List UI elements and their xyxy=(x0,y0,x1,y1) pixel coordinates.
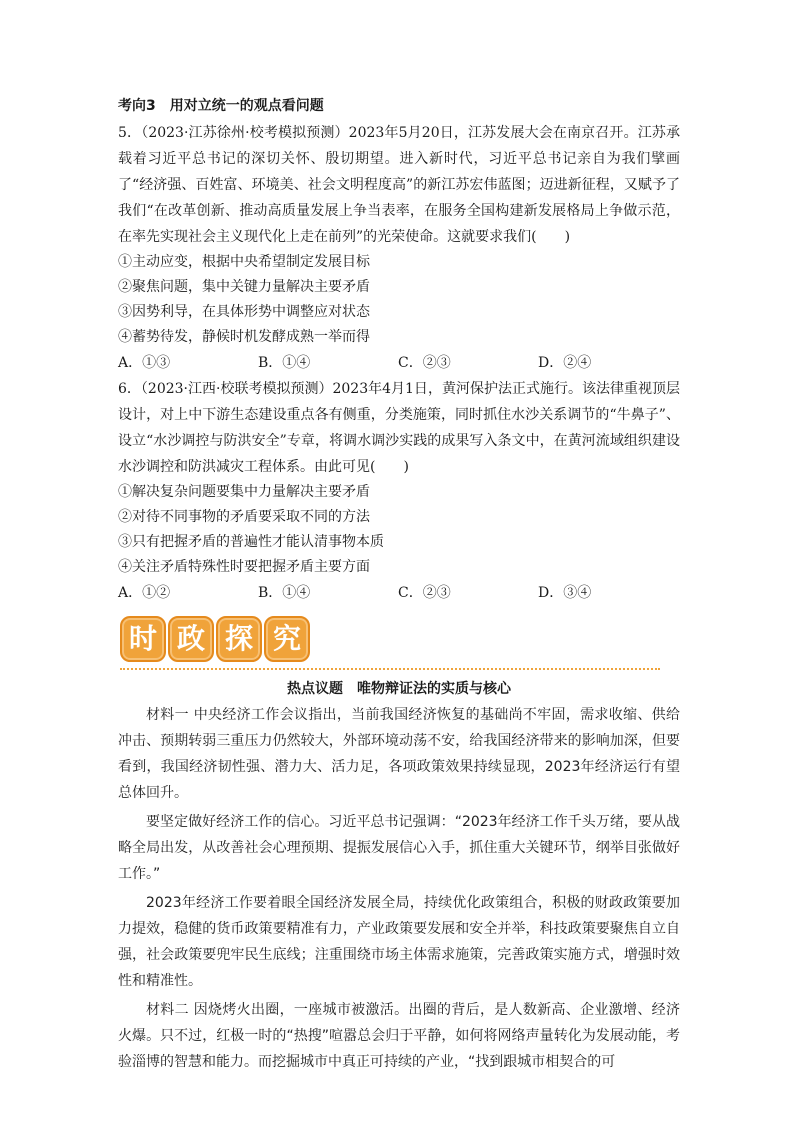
choice-c: C．②③ xyxy=(398,355,451,371)
option-statement: ④关注矛盾特殊性时要把握矛盾主要方面 xyxy=(118,559,370,575)
option-statement: ④蓄势待发，静候时机发酵成熟一举而得 xyxy=(118,329,370,345)
material-paragraph: 材料二 因烧烤火出圈，一座城市被激活。出圈的背后，是人数新高、企业激增、经济火爆。只不过，红极一时的“热搜”喧嚣总会归于平静，如何将网络声量转化为发展动能，考验淄博的智慧和能力。而挖掘城市中真正可持续的产业，“找到跟城市相契合的可 xyxy=(118,1002,680,1070)
option-statement: ①主动应变，根据中央希望制定发展目标 xyxy=(118,254,370,270)
choice-b: B．①④ xyxy=(258,355,311,371)
option-statement: ②聚焦问题，集中关键力量解决主要矛盾 xyxy=(118,279,370,295)
choice-b: B．①④ xyxy=(258,585,311,601)
question-stem: 5．（2023·江苏徐州·校考模拟预测）2023年5月20日，江苏发展大会在南京召开。江苏承载着习近平总书记的深切关怀、殷切期望。进入新时代，习近平总书记亲自为我们擘画了“经济强、百姓富、环境美、社会文明程度高”的新江苏宏伟蓝图；迈进新征程，又赋予了我们“在改革创新、推动高质量发展上争当表率，在服务全国构建新发展格局上争做示范，在率先实现社会主义现代化上走在前列”的光荣使命。这就要求我们( ) xyxy=(118,125,680,245)
option-statement: ①解决复杂问题要集中力量解决主要矛盾 xyxy=(118,484,370,500)
option-statement: ③只有把握矛盾的普遍性才能认清事物本质 xyxy=(118,534,384,550)
banner-tile: 时 xyxy=(120,616,166,662)
material-paragraph: 2023年经济工作要着眼全国经济发展全局，持续优化政策组合，积极的财政政策要加力提效，稳健的货币政策要精准有力，产业政策要发展和安全并举，科技政策要聚焦自立自强，社会政策要兜牢民生底线；注重围绕市场主体需求施策，完善政策实施方式，增强时效性和精准性。 xyxy=(118,895,680,989)
banner-tile: 究 xyxy=(264,616,310,662)
current-affairs-banner xyxy=(118,612,680,674)
material-paragraph: 要坚定做好经济工作的信心。习近平总书记强调：“2023年经济工作千头万绪，要从战略全局出发，从改善社会心理预期、提振发展信心入手，抓住重大关键环节，纲举目张做好工作。” xyxy=(118,814,680,882)
choice-a: A．①③ xyxy=(118,355,171,371)
banner-tile: 政 xyxy=(168,616,214,662)
choice-c: C．②③ xyxy=(398,585,451,601)
banner-tiles xyxy=(120,616,310,662)
choice-d: D．②④ xyxy=(538,355,592,371)
section-heading: 考向3 用对立统一的观点看问题 xyxy=(118,98,324,114)
question-stem: 6．（2023·江西·校联考模拟预测）2023年4月1日，黄河保护法正式施行。该法律重视顶层设计，对上中下游生态建设重点各有侧重，分类施策，同时抓住水沙关系调节的“牛鼻子”、设立“水沙调控与防洪安全”专章，将调水调沙实践的成果写入条文中，在黄河流域组织建设水沙调控和防洪减灾工程体系。由此可见( ) xyxy=(118,381,680,475)
option-statement: ②对待不同事物的矛盾要采取不同的方法 xyxy=(118,509,370,525)
choice-a: A．①② xyxy=(118,585,171,601)
banner-tile: 探 xyxy=(216,616,262,662)
material-paragraph: 材料一 中央经济工作会议指出，当前我国经济恢复的基础尚不牢固，需求收缩、供给冲击、预期转弱三重压力仍然较大，外部环境动荡不安，给我国经济带来的影响加深，但要看到，我国经济韧性强、潜力大、活力足，各项政策效果持续显现，2023年经济运行有望总体回升。 xyxy=(118,707,680,801)
document-page xyxy=(118,96,680,1078)
question-6 xyxy=(118,376,680,606)
answer-choices xyxy=(118,350,680,376)
banner-divider xyxy=(120,668,660,670)
option-statement: ③因势利导，在具体形势中调整应对状态 xyxy=(118,304,370,320)
answer-choices xyxy=(118,580,680,606)
choice-d: D．③④ xyxy=(538,585,592,601)
question-5 xyxy=(118,120,680,376)
hot-topic-title: 热点议题 唯物辩证法的实质与核心 xyxy=(287,681,511,697)
